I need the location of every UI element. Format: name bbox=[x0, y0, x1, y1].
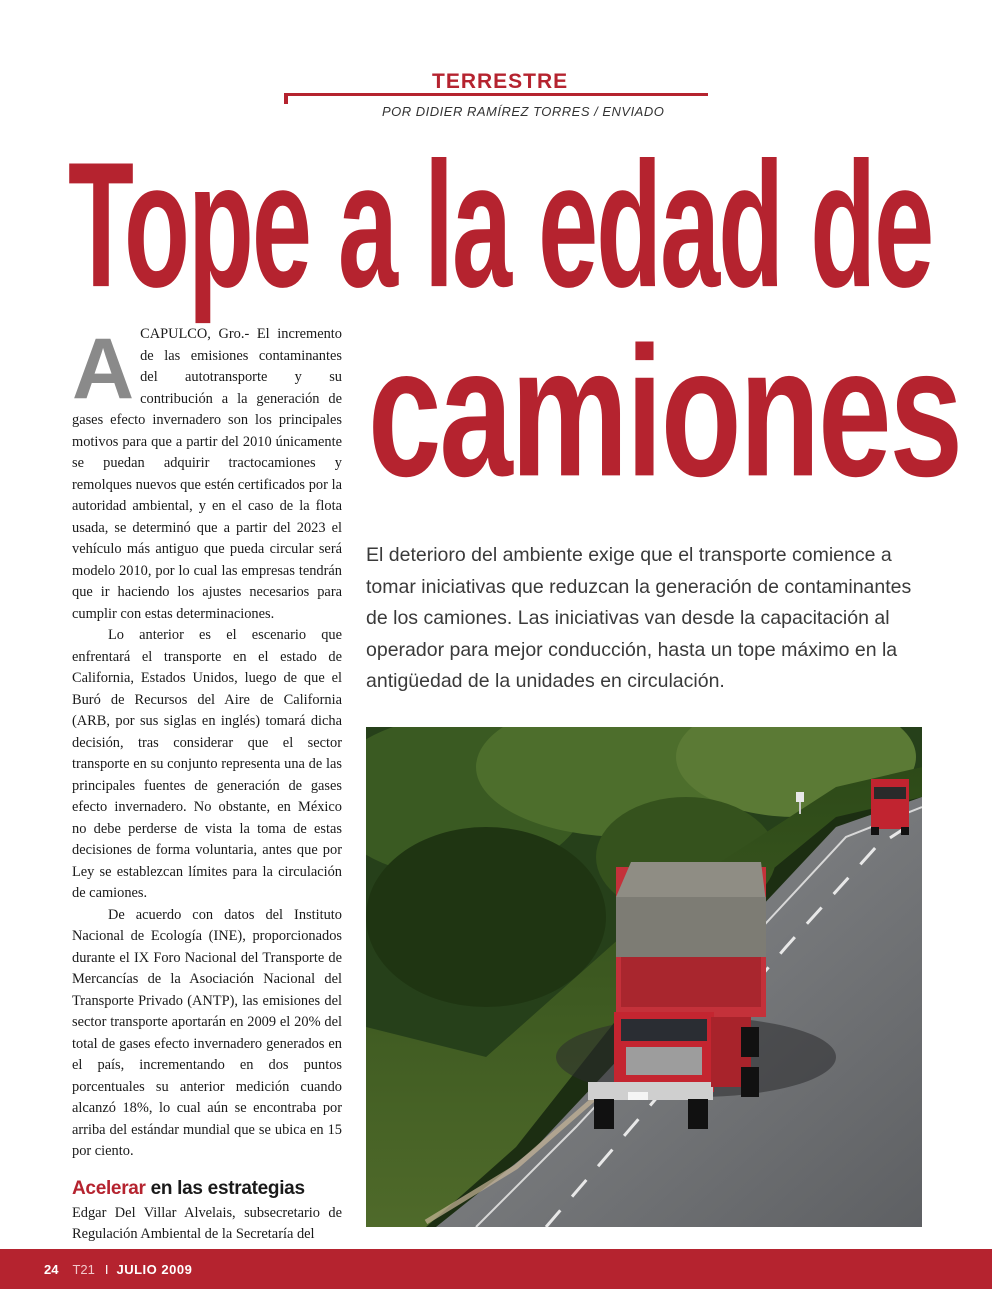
magazine-logo: T21 bbox=[72, 1262, 95, 1277]
issue-date: JULIO 2009 bbox=[116, 1262, 193, 1277]
subheading-rest: en las estrategias bbox=[145, 1177, 305, 1199]
lead-paragraph bbox=[72, 321, 342, 625]
page-number: 24 bbox=[44, 1262, 59, 1277]
article-paragraph: De acuerdo con datos del Instituto Nacional de Ecología (INE), proporcionados durante el IX Foro Nacional del Transporte de Mercancías de la Asociación Nacional del Transporte Privado (ANTP), las emisiones del sector transporte aportarán en 2009 el 20% del total de gases efecto invernadero generados en el país, incrementando en dos puntos porcentuales su anterior medición cuando alcanzó 18%, lo cual aún se encontraba por arriba del estándar mundial que se ubica en 15 por ciento. bbox=[72, 906, 342, 1159]
section-rule-tick bbox=[284, 93, 288, 104]
headline-line-2: camiones bbox=[368, 308, 961, 515]
article-paragraph: Lo anterior es el escenario que enfrentará el transporte en el estado de California, Estados Unidos, luego de que el Buró de Recursos del Aire de California (ARB, por sus siglas en inglés) tomará dicha decisión, tras considerar que el sector transporte en su conjunto representa una de las principales fuentes de generación de gases efecto invernadero. No obstante, en México no debe perderse de vista la toma de estas decisiones de forma voluntaria, antes que por Ley se establezcan límites para la circulación de camiones. bbox=[72, 627, 342, 901]
subheading-accent: Acelerar bbox=[72, 1177, 146, 1199]
article-body bbox=[72, 321, 342, 1246]
footer-text bbox=[44, 1262, 192, 1277]
section-tag: TERRESTRE bbox=[432, 70, 569, 93]
subheading bbox=[72, 1177, 342, 1201]
footer-separator: I bbox=[104, 1262, 109, 1277]
drop-cap: A bbox=[72, 321, 135, 417]
article-paragraph: Edgar Del Villar Alvelais, subsecretario de Regulación Ambiental de la Secretaría del bbox=[72, 1204, 342, 1242]
lead-paragraph-text: CAPULCO, Gro.- El incremento de las emisiones contaminantes del autotransporte y su contribución a la generación de gases efecto invernadero son los principales motivos para que a partir del 2010 únicamente se puedan adquirir tractocamiones y remolques nuevos que estén certificados por la autoridad ambiental, y en el caso de la flota usada, se determinó que a partir del 2023 el vehículo más antiguo que pueda circular será modelo 2010, por lo cual las empresas tendrán que ir haciendo los ajustes necesarios para cumplir con estas determinaciones. bbox=[72, 326, 342, 622]
truck-photo bbox=[366, 727, 922, 1227]
headline-line-1: Tope a la edad de bbox=[68, 124, 933, 325]
section-rule bbox=[288, 93, 708, 96]
byline: POR DIDIER RAMÍREZ TORRES / ENVIADO bbox=[382, 104, 665, 119]
deck-summary: El deterioro del ambiente exige que el transporte comience a tomar iniciativas que reduzcan la generación de contaminantes de los camiones. Las iniciativas van desde la capacitación al operador para mejor conducción, hasta un tope máximo en la antigüedad de la unidades en circulación. bbox=[366, 544, 912, 692]
truck-photo-illustration bbox=[366, 727, 922, 1227]
